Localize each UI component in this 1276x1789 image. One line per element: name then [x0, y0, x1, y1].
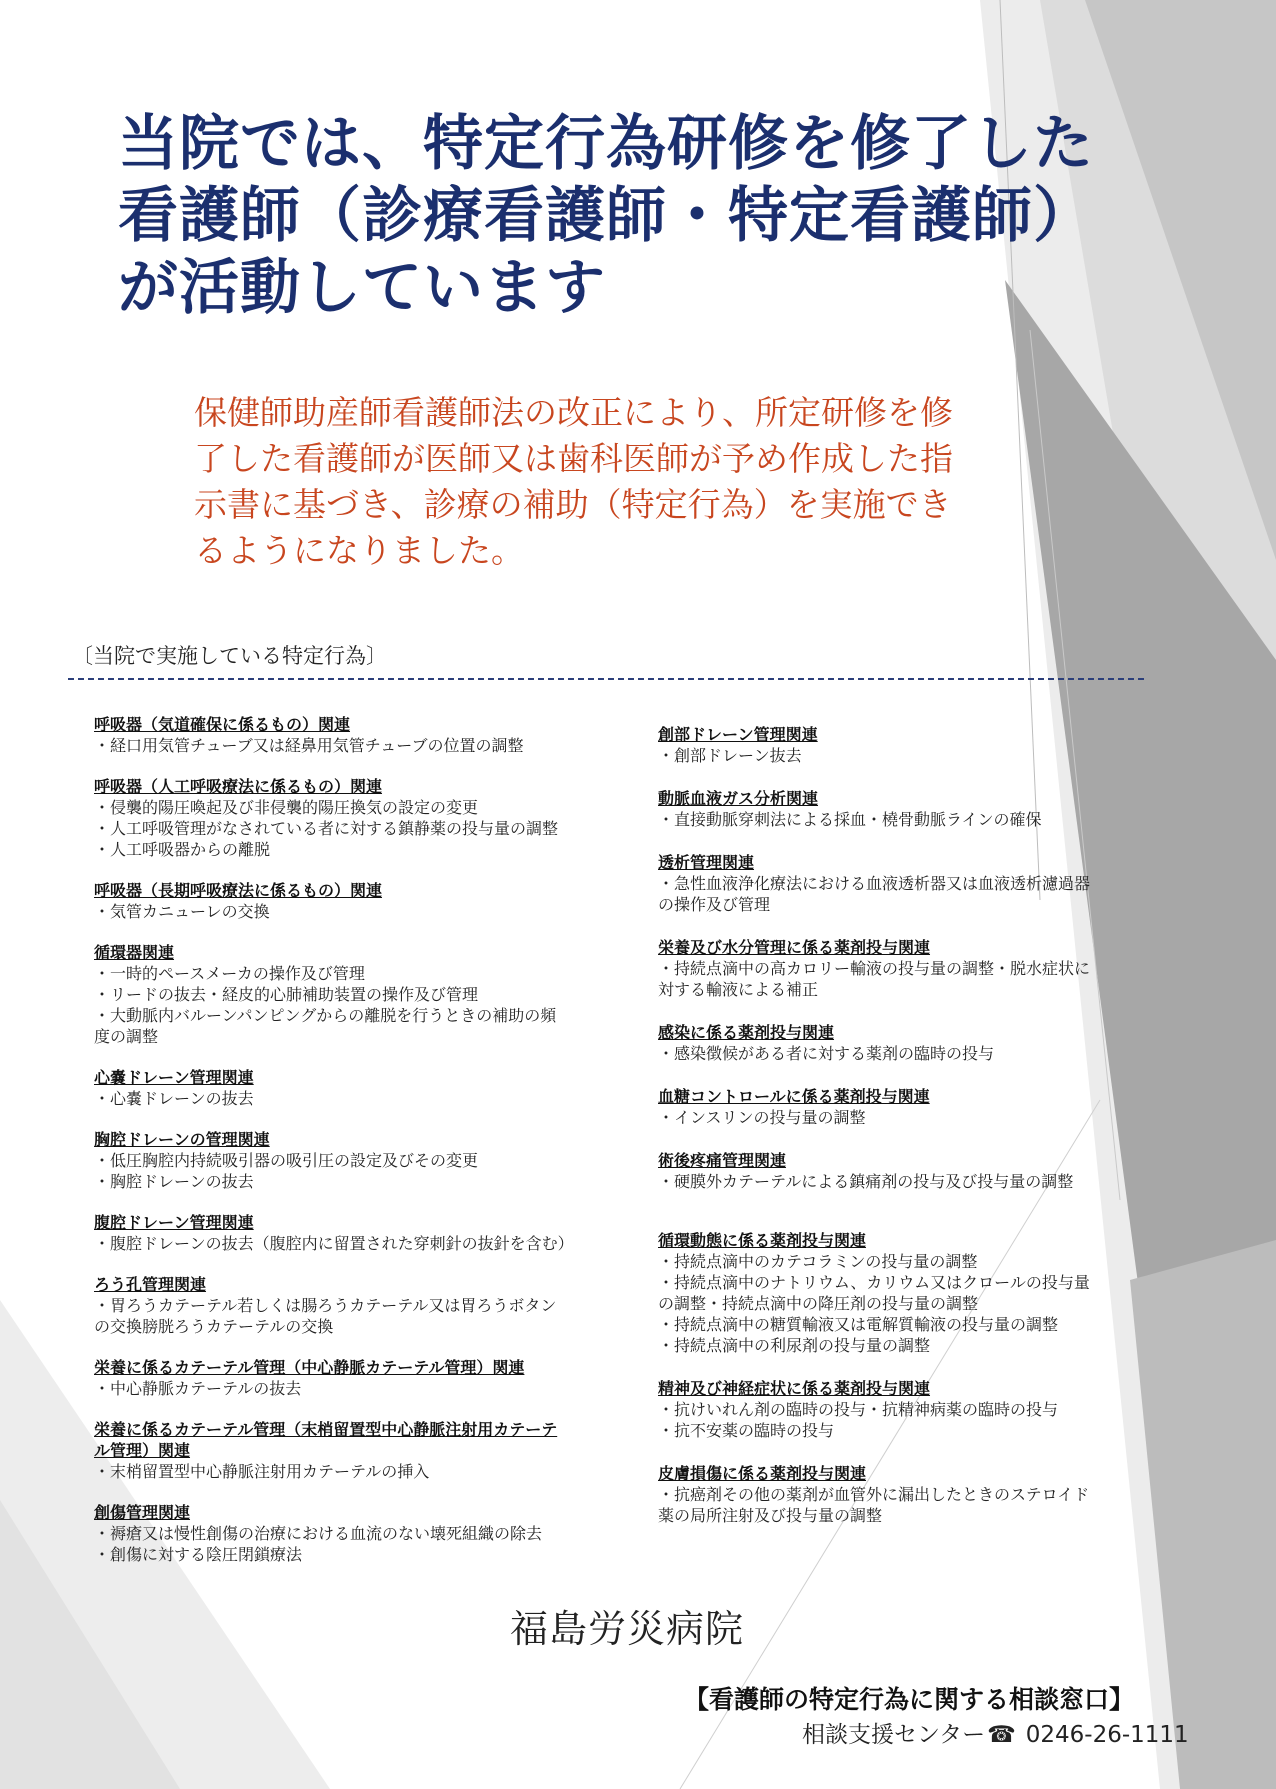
procedure-item: ・低圧胸腔内持続吸引器の吸引圧の設定及びその変更	[94, 1151, 479, 1170]
heading-line: 透析管理関連	[658, 853, 755, 872]
procedure-item: ・急性血液浄化療法における血液透析器又は血液透析濾過器	[658, 874, 1091, 893]
procedure-group-heading	[94, 942, 624, 963]
procedure-item: ・中心静脈カテーテルの抜去	[94, 1379, 302, 1398]
procedure-item: ・大動脈内バルーンパンピングからの離脱を行うときの補助の頻	[94, 1006, 557, 1025]
phone-icon: ☎	[987, 1722, 1016, 1748]
right-column	[658, 724, 1148, 1526]
procedure-group-heading	[658, 1086, 1148, 1107]
procedure-item: 度の調整	[94, 1027, 159, 1046]
procedure-item: ・抗けいれん剤の臨時の投与・抗精神病薬の臨時の投与	[658, 1400, 1059, 1419]
procedure-group-heading	[94, 1357, 624, 1378]
contact-phone: 0246-26-1111	[1025, 1722, 1189, 1748]
contact-title: 【看護師の特定行為に関する相談窓口】	[684, 1685, 1135, 1714]
procedure-item: ・持続点滴中の高カロリー輸液の投与量の調整・脱水症状に	[658, 959, 1091, 978]
procedure-item: ・感染徴候がある者に対する薬剤の臨時の投与	[658, 1044, 995, 1063]
procedure-group	[94, 1502, 624, 1565]
procedure-group-heading	[658, 724, 1148, 745]
procedure-group	[658, 788, 1148, 830]
heading-line: 感染に係る薬剤投与関連	[658, 1023, 835, 1042]
procedure-item: ・持続点滴中のナトリウム、カリウム又はクロールの投与量	[658, 1273, 1090, 1292]
heading-line: 栄養に係るカテーテル管理（中心静脈カテーテル管理）関連	[94, 1358, 525, 1377]
heading-line: 血糖コントロールに係る薬剤投与関連	[658, 1087, 930, 1106]
heading-line: 栄養に係るカテーテル管理（末梢留置型中心静脈注射用カテーテ	[94, 1420, 558, 1439]
procedure-item: の調整・持続点滴中の降圧剤の投与量の調整	[658, 1294, 979, 1313]
procedure-group	[94, 776, 624, 860]
procedure-item: ・直接動脈穿刺法による採血・橈骨動脈ラインの確保	[658, 810, 1042, 829]
procedure-group-heading	[658, 937, 1148, 958]
procedure-item: ・創部ドレーン抜去	[658, 746, 802, 765]
heading-line: 栄養及び水分管理に係る薬剤投与関連	[658, 938, 931, 957]
title-line: 看護師（診療看護師・特定看護師）	[118, 181, 1094, 251]
procedure-item: ・抗癌剤その他の薬剤が血管外に漏出したときのステロイド	[658, 1485, 1090, 1504]
heading-line: 胸腔ドレーンの管理関連	[94, 1130, 270, 1149]
dashed-divider	[68, 678, 1144, 680]
procedure-item: ・末梢留置型中心静脈注射用カテーテルの挿入	[94, 1462, 430, 1481]
procedure-item: ・侵襲的陽圧喚起及び非侵襲的陽圧換気の設定の変更	[94, 798, 479, 817]
procedure-item: 薬の局所注射及び投与量の調整	[658, 1506, 883, 1525]
procedure-item: の操作及び管理	[658, 895, 771, 914]
intro-line: 示書に基づき、診療の補助（特定行為）を実施でき	[194, 485, 952, 524]
procedure-item: の交換膀胱ろうカテーテルの交換	[94, 1317, 334, 1336]
heading-line: 創傷管理関連	[94, 1503, 191, 1522]
procedure-group-heading	[658, 788, 1148, 809]
procedure-group	[658, 1022, 1148, 1064]
procedure-group	[94, 1419, 624, 1482]
procedure-group-heading	[94, 1274, 624, 1295]
procedure-group	[658, 1230, 1148, 1356]
procedure-group	[658, 937, 1148, 1000]
procedure-item: ・持続点滴中の利尿剤の投与量の調整	[658, 1336, 931, 1355]
heading-line: 呼吸器（長期呼吸療法に係るもの）関連	[94, 881, 383, 900]
section-heading: 〔当院で実施している特定行為〕	[72, 644, 387, 668]
contact-line	[802, 1716, 1189, 1749]
procedure-item: ・持続点滴中の糖質輸液又は電解質輸液の投与量の調整	[658, 1315, 1059, 1334]
procedure-group	[658, 724, 1148, 766]
title-line: 当院では、特定行為研修を修了した	[118, 109, 1094, 179]
procedure-group-heading	[94, 1129, 624, 1150]
procedure-group-heading	[658, 1463, 1148, 1484]
intro-line: 了した看護師が医師又は歯科医師が予め作成した指	[194, 439, 953, 478]
heading-line: 皮膚損傷に係る薬剤投与関連	[658, 1464, 867, 1483]
intro-line: 保健師助産師看護師法の改正により、所定研修を修	[194, 393, 953, 432]
procedure-group	[658, 1086, 1148, 1128]
procedure-group	[94, 1212, 624, 1254]
heading-line: 精神及び神経症状に係る薬剤投与関連	[658, 1379, 931, 1398]
intro-line: るようになりました。	[194, 531, 524, 570]
heading-line: 創部ドレーン管理関連	[658, 725, 818, 744]
heading-line: 動脈血液ガス分析関連	[658, 789, 819, 808]
procedure-item: ・腹腔ドレーンの抜去（腹腔内に留置された穿刺針の抜針を含む）	[94, 1234, 574, 1253]
procedure-group	[658, 1150, 1148, 1192]
procedure-group-heading	[658, 1150, 1148, 1171]
procedure-item: 対する輸液による補正	[658, 980, 819, 999]
procedure-group	[94, 1274, 624, 1337]
page-title	[118, 108, 1198, 324]
procedure-group-heading	[658, 1378, 1148, 1399]
procedure-group-heading	[94, 714, 624, 735]
heading-line: 術後疼痛管理関連	[658, 1151, 787, 1170]
procedure-item: ・リードの抜去・経皮的心肺補助装置の操作及び管理	[94, 985, 479, 1004]
procedure-group	[658, 852, 1148, 915]
heading-line: 心嚢ドレーン管理関連	[94, 1068, 254, 1087]
hospital-name: 福島労災病院	[510, 1607, 745, 1651]
procedure-group-heading	[658, 852, 1148, 873]
procedure-group	[658, 1463, 1148, 1526]
procedure-group	[94, 1067, 624, 1109]
intro-paragraph	[194, 390, 1074, 574]
procedure-item: ・抗不安薬の臨時の投与	[658, 1421, 835, 1440]
procedure-item: ・人工呼吸管理がなされている者に対する鎮静薬の投与量の調整	[94, 819, 559, 838]
procedure-group-heading	[94, 1067, 624, 1088]
procedure-item: ・胃ろうカテーテル若しくは腸ろうカテーテル又は胃ろうボタン	[94, 1296, 557, 1315]
heading-line: 循環動態に係る薬剤投与関連	[658, 1231, 867, 1250]
procedure-item: ・褥瘡又は慢性創傷の治療における血流のない壊死組織の除去	[94, 1524, 543, 1543]
procedure-item: ・心嚢ドレーンの抜去	[94, 1089, 254, 1108]
left-column	[94, 714, 624, 1565]
procedure-item: ・硬膜外カテーテルによる鎮痛剤の投与及び投与量の調整	[658, 1172, 1074, 1191]
procedure-group-heading	[94, 776, 624, 797]
procedure-group	[94, 880, 624, 922]
procedure-group	[94, 942, 624, 1047]
contact-center: 相談支援センター	[802, 1722, 986, 1748]
heading-line: 呼吸器（気道確保に係るもの）関連	[94, 715, 351, 734]
procedure-group-heading	[94, 880, 624, 901]
procedure-group	[94, 1129, 624, 1192]
procedure-item: ・持続点滴中のカテコラミンの投与量の調整	[658, 1252, 978, 1271]
heading-line: 呼吸器（人工呼吸療法に係るもの）関連	[94, 777, 383, 796]
procedure-group	[94, 1357, 624, 1399]
procedure-item: ・胸腔ドレーンの抜去	[94, 1172, 254, 1191]
procedure-group-heading	[658, 1022, 1148, 1043]
heading-line: 腹腔ドレーン管理関連	[94, 1213, 254, 1232]
procedure-group-heading	[94, 1419, 624, 1461]
procedure-group-heading	[94, 1212, 624, 1233]
heading-line: ル管理）関連	[94, 1441, 191, 1460]
procedure-item: ・創傷に対する陰圧閉鎖療法	[94, 1545, 303, 1564]
procedure-group	[94, 714, 624, 756]
title-line: が活動しています	[118, 253, 606, 323]
heading-line: ろう孔管理関連	[94, 1275, 207, 1294]
procedure-group-heading	[94, 1502, 624, 1523]
procedure-item: ・気管カニューレの交換	[94, 902, 270, 921]
procedure-group-heading	[658, 1230, 1148, 1251]
procedure-item: ・人工呼吸器からの離脱	[94, 840, 271, 859]
procedure-item: ・インスリンの投与量の調整	[658, 1108, 866, 1127]
procedure-item: ・経口用気管チューブ又は経鼻用気管チューブの位置の調整	[94, 736, 524, 755]
procedure-group	[658, 1378, 1148, 1441]
heading-line: 循環器関連	[94, 943, 175, 962]
procedure-item: ・一時的ペースメーカの操作及び管理	[94, 964, 365, 983]
